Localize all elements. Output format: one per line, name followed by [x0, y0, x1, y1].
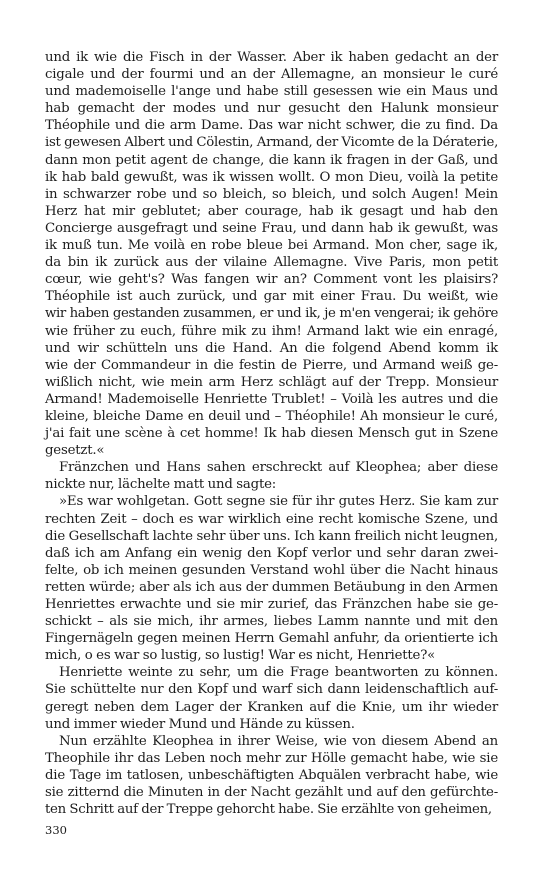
text-line: schickt – als sie mich, ihr armes, liebes Lamm nannte und mit den	[45, 614, 498, 630]
text-line: sie zitternd die Minuten in der Nacht gezählt und auf den gefürchte-	[45, 785, 498, 801]
text-line: ik hab bald gewußt, was ik wissen wollt. O mon Dieu, voilà la petite	[45, 169, 498, 185]
text-line: und ik wie die Fisch in der Wasser. Aber ik haben gedacht an der	[45, 50, 498, 65]
text-line: ik muß tun. Me voilà en robe bleue bei Armand. Mon cher, sage ik,	[45, 238, 498, 254]
text-line: Theophile ihr das Leben noch mehr zur Hölle gemacht habe, wie sie	[45, 750, 498, 766]
text-line: in schwarzer robe und so bleich, so bleich, und solch Augen! Mein	[45, 186, 498, 202]
page-number: 330	[45, 823, 67, 837]
body-text	[45, 49, 498, 818]
text-line: geregt neben dem Lager der Kranken auf die Knie, um ihr wieder	[45, 699, 498, 715]
paragraph	[45, 459, 498, 493]
text-line: Fingernägeln gegen meinen Herrn Gemahl anfuhr, da orientierte ich	[45, 631, 498, 647]
text-line: wißlich nicht, wie mein arm Herz schlägt auf der Trepp. Monsieur	[45, 374, 498, 390]
text-line: Concierge ausgefragt und seine Frau, und dann hab ik gewußt, was	[45, 220, 498, 236]
text-line: »Es war wohlgetan. Gott segne sie für ihr gutes Herz. Sie kam zur	[59, 494, 498, 510]
text-line: Herz hat mir geblutet; aber courage, hab ik gesagt und hab den	[45, 203, 498, 219]
paragraph	[45, 493, 498, 664]
text-line: felte, ob ich meinen gesunden Verstand wohl über die Nacht hinaus	[45, 562, 498, 578]
text-line: wie der Commandeur in die festin de Pierre, und Armand weiß ge-	[45, 357, 498, 373]
text-line: Henriettes erwachte und sie mir zurief, das Fränzchen habe sie ge-	[45, 597, 498, 612]
text-line: ist gewesen Albert und Cölestin, Armand, der Vicomte de la Dératerie,	[45, 135, 498, 151]
text-line: daß ich am Anfang ein wenig den Kopf verlor und sehr daran zwei-	[45, 545, 498, 561]
text-line: und mademoiselle l'ange und habe still gesessen wie ein Maus und	[45, 84, 498, 100]
text-line: Nun erzählte Kleophea in ihrer Weise, wie von diesem Abend an	[59, 733, 498, 749]
text-line: mich, o es war so lustig, so lustig! War es nicht, Henriette?«	[45, 648, 436, 664]
text-line: Armand! Mademoiselle Henriette Trublet! – Voilà les autres und die	[45, 391, 498, 407]
paragraph	[45, 664, 498, 732]
text-line: gesetzt.«	[45, 443, 105, 459]
text-line: nickte nur, lächelte matt und sagte:	[45, 477, 277, 493]
text-line: ten Schritt auf der Treppe gehorcht habe. Sie erzählte von geheimen,	[45, 802, 492, 818]
paragraph	[45, 733, 498, 818]
text-line: da bin ik zurück aus der vilaine Allemagne. Vive Paris, mon petit	[45, 255, 498, 271]
text-line: cigale und der fourmi und an der Allemagne, an monsieur le curé	[45, 67, 498, 83]
text-line: wir haben gestanden zusammen, er und ik, je m'en vengerai; ik gehöre	[45, 306, 498, 322]
text-line: Théophile und die arm Dame. Das war nicht schwer, die zu find. Da	[45, 118, 498, 134]
text-line: Fränzchen und Hans sahen erschreckt auf Kleophea; aber diese	[59, 460, 498, 476]
text-line: und immer wieder Mund und Hände zu küssen.	[45, 716, 355, 732]
text-line: die Gesellschaft lachte sehr über uns. Ich kann freilich nicht leugnen,	[45, 528, 498, 544]
text-line: retten würde; aber als ich aus der dummen Betäubung in den Armen	[45, 579, 498, 595]
text-line: cœur, wie geht's? Was fangen wir an? Comment vont les plaisirs?	[45, 272, 498, 288]
text-line: j'ai fait une scène à cet homme! Ik hab diesen Mensch gut in Szene	[45, 426, 498, 442]
text-line: dann mon petit agent de change, die kann ik fragen in der Gaß, und	[45, 152, 498, 168]
text-line: wie früher zu euch, führe mik zu ihm! Armand lakt wie ein enragé,	[45, 323, 498, 339]
text-line: Sie schüttelte nur den Kopf und warf sich dann leidenschaftlich auf-	[45, 682, 498, 698]
text-line: rechten Zeit – doch es war wirklich eine recht komische Szene, und	[45, 511, 498, 527]
text-line: hab gemacht der modes und nur gesucht den Halunk monsieur	[45, 101, 498, 117]
text-line: Henriette weinte zu sehr, um die Frage beantworten zu können.	[59, 665, 498, 681]
text-line: und wir schütteln uns die Hand. An die folgend Abend komm ik	[45, 340, 498, 356]
text-line: Théophile ist auch zurück, und gar mit einer Frau. Du weißt, wie	[45, 289, 498, 305]
paragraph	[45, 49, 498, 459]
text-line: die Tage im tatlosen, unbeschäftigten Abquälen verbracht habe, wie	[45, 767, 498, 783]
text-line: kleine, bleiche Dame en deuil und – Théophile! Ah monsieur le curé,	[45, 408, 498, 424]
